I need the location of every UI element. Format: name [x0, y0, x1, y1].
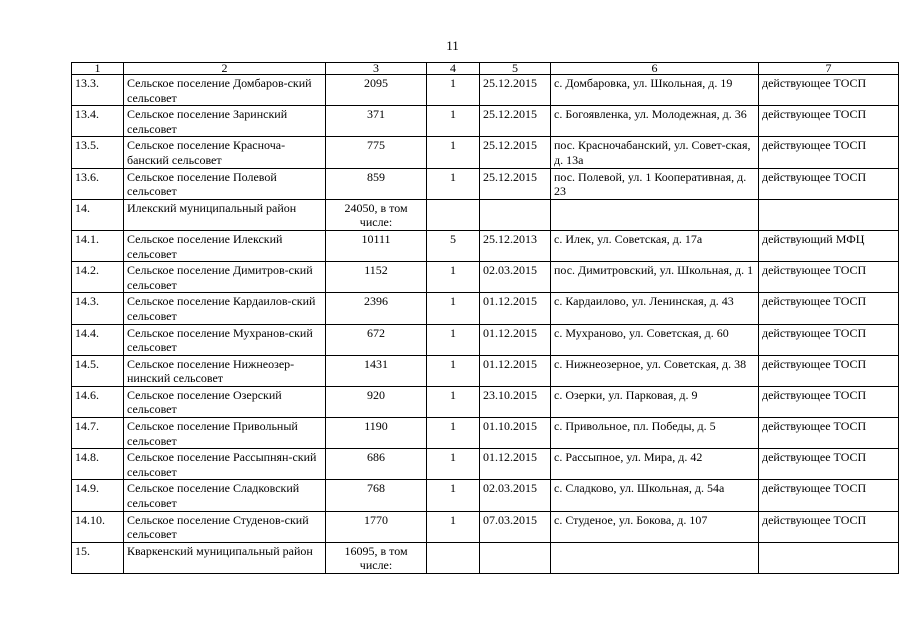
cell-population: 920 [326, 386, 427, 417]
column-header: 3 [326, 63, 427, 75]
cell-date: 07.03.2015 [480, 511, 551, 542]
cell-address: с. Озерки, ул. Парковая, д. 9 [551, 386, 759, 417]
cell-settlement-name: Илекский муниципальный район [124, 199, 326, 230]
cell-number: 14.2. [72, 262, 124, 293]
cell-count: 1 [427, 511, 480, 542]
table-row [72, 449, 899, 480]
cell-date: 25.12.2015 [480, 137, 551, 168]
cell-count: 1 [427, 137, 480, 168]
cell-address: с. Илек, ул. Советская, д. 17а [551, 230, 759, 261]
cell-status: действующий МФЦ [759, 230, 899, 261]
cell-address: пос. Красночабанский, ул. Совет-ская, д. 13а [551, 137, 759, 168]
cell-address: с. Сладково, ул. Школьная, д. 54а [551, 480, 759, 511]
cell-settlement-name: Сельское поселение Кардаилов-ский сельсовет [124, 293, 326, 324]
cell-population: 672 [326, 324, 427, 355]
cell-settlement-name: Сельское поселение Сладковский сельсовет [124, 480, 326, 511]
cell-date: 02.03.2015 [480, 262, 551, 293]
column-header: 2 [124, 63, 326, 75]
cell-count: 1 [427, 168, 480, 199]
cell-date: 25.12.2015 [480, 168, 551, 199]
cell-number: 14.7. [72, 418, 124, 449]
cell-number: 13.5. [72, 137, 124, 168]
table-row [72, 386, 899, 417]
cell-count [427, 542, 480, 573]
cell-count: 1 [427, 418, 480, 449]
table-row [72, 480, 899, 511]
table-body [72, 63, 899, 574]
cell-number: 13.3. [72, 75, 124, 106]
cell-address: с. Студеное, ул. Бокова, д. 107 [551, 511, 759, 542]
cell-number: 14.10. [72, 511, 124, 542]
cell-status: действующее ТОСП [759, 75, 899, 106]
cell-date: 23.10.2015 [480, 386, 551, 417]
cell-population: 371 [326, 106, 427, 137]
cell-date: 01.12.2015 [480, 355, 551, 386]
cell-count: 1 [427, 293, 480, 324]
cell-count: 1 [427, 324, 480, 355]
cell-count: 1 [427, 262, 480, 293]
cell-date: 01.12.2015 [480, 293, 551, 324]
cell-address: с. Нижнеозерное, ул. Советская, д. 38 [551, 355, 759, 386]
cell-address [551, 542, 759, 573]
cell-settlement-name: Сельское поселение Илекский сельсовет [124, 230, 326, 261]
cell-population: 16095, в том числе: [326, 542, 427, 573]
cell-population: 1190 [326, 418, 427, 449]
cell-status: действующее ТОСП [759, 168, 899, 199]
column-header: 6 [551, 63, 759, 75]
table-row [72, 511, 899, 542]
cell-address: с. Богоявленка, ул. Молодежная, д. 36 [551, 106, 759, 137]
cell-date [480, 542, 551, 573]
cell-address: пос. Димитровский, ул. Школьная, д. 1 [551, 262, 759, 293]
cell-population: 768 [326, 480, 427, 511]
cell-population: 775 [326, 137, 427, 168]
cell-number: 13.6. [72, 168, 124, 199]
table-row [72, 293, 899, 324]
cell-settlement-name: Сельское поселение Нижнеозер-нинский сельсовет [124, 355, 326, 386]
cell-count: 1 [427, 386, 480, 417]
column-header: 7 [759, 63, 899, 75]
cell-date: 01.10.2015 [480, 418, 551, 449]
cell-status: действующее ТОСП [759, 324, 899, 355]
cell-count [427, 199, 480, 230]
cell-count: 1 [427, 75, 480, 106]
cell-number: 14.6. [72, 386, 124, 417]
cell-number: 14.9. [72, 480, 124, 511]
cell-number: 13.4. [72, 106, 124, 137]
table-row [72, 75, 899, 106]
cell-count: 1 [427, 449, 480, 480]
cell-settlement-name: Сельское поселение Заринский сельсовет [124, 106, 326, 137]
cell-date: 25.12.2015 [480, 106, 551, 137]
cell-address: с. Кардаилово, ул. Ленинская, д. 43 [551, 293, 759, 324]
cell-settlement-name: Сельское поселение Домбаров-ский сельсовет [124, 75, 326, 106]
cell-settlement-name: Сельское поселение Озерский сельсовет [124, 386, 326, 417]
cell-date: 01.12.2015 [480, 324, 551, 355]
table-row [72, 262, 899, 293]
table-row [72, 230, 899, 261]
column-header: 4 [427, 63, 480, 75]
cell-number: 14.8. [72, 449, 124, 480]
cell-status: действующее ТОСП [759, 449, 899, 480]
cell-status: действующее ТОСП [759, 137, 899, 168]
cell-settlement-name: Сельское поселение Привольный сельсовет [124, 418, 326, 449]
cell-status: действующее ТОСП [759, 480, 899, 511]
cell-status: действующее ТОСП [759, 293, 899, 324]
cell-number: 14.5. [72, 355, 124, 386]
cell-status: действующее ТОСП [759, 386, 899, 417]
cell-number: 14.1. [72, 230, 124, 261]
cell-settlement-name: Кваркенский муниципальный район [124, 542, 326, 573]
cell-population: 859 [326, 168, 427, 199]
cell-count: 1 [427, 355, 480, 386]
cell-population: 2396 [326, 293, 427, 324]
cell-address: пос. Полевой, ул. 1 Кооперативная, д. 23 [551, 168, 759, 199]
table-row [72, 199, 899, 230]
cell-status: действующее ТОСП [759, 355, 899, 386]
cell-status [759, 199, 899, 230]
cell-number: 14. [72, 199, 124, 230]
cell-status [759, 542, 899, 573]
cell-population: 2095 [326, 75, 427, 106]
cell-count: 5 [427, 230, 480, 261]
table-row [72, 106, 899, 137]
table-header-row [72, 63, 899, 75]
cell-date [480, 199, 551, 230]
cell-date: 01.12.2015 [480, 449, 551, 480]
cell-population: 686 [326, 449, 427, 480]
table-row [72, 355, 899, 386]
cell-number: 14.3. [72, 293, 124, 324]
table-row [72, 168, 899, 199]
table-row [72, 324, 899, 355]
cell-status: действующее ТОСП [759, 418, 899, 449]
cell-number: 14.4. [72, 324, 124, 355]
cell-address [551, 199, 759, 230]
cell-number: 15. [72, 542, 124, 573]
table-row [72, 418, 899, 449]
data-table [71, 62, 899, 574]
cell-status: действующее ТОСП [759, 511, 899, 542]
cell-address: с. Мухраново, ул. Советская, д. 60 [551, 324, 759, 355]
cell-population: 24050, в том числе: [326, 199, 427, 230]
cell-date: 25.12.2013 [480, 230, 551, 261]
column-header: 5 [480, 63, 551, 75]
cell-address: с. Рассыпное, ул. Мира, д. 42 [551, 449, 759, 480]
cell-count: 1 [427, 106, 480, 137]
cell-population: 10111 [326, 230, 427, 261]
cell-address: с. Домбаровка, ул. Школьная, д. 19 [551, 75, 759, 106]
cell-date: 25.12.2015 [480, 75, 551, 106]
cell-settlement-name: Сельское поселение Красноча-банский сельсовет [124, 137, 326, 168]
table-row [72, 137, 899, 168]
page-number: 11 [446, 38, 459, 53]
column-header: 1 [72, 63, 124, 75]
cell-count: 1 [427, 480, 480, 511]
cell-status: действующее ТОСП [759, 106, 899, 137]
table-row [72, 542, 899, 573]
cell-population: 1152 [326, 262, 427, 293]
cell-status: действующее ТОСП [759, 262, 899, 293]
cell-settlement-name: Сельское поселение Полевой сельсовет [124, 168, 326, 199]
cell-address: с. Привольное, пл. Победы, д. 5 [551, 418, 759, 449]
cell-settlement-name: Сельское поселение Рассыпнян-ский сельсовет [124, 449, 326, 480]
cell-population: 1431 [326, 355, 427, 386]
cell-date: 02.03.2015 [480, 480, 551, 511]
cell-population: 1770 [326, 511, 427, 542]
cell-settlement-name: Сельское поселение Мухранов-ский сельсовет [124, 324, 326, 355]
cell-settlement-name: Сельское поселение Димитров-ский сельсовет [124, 262, 326, 293]
cell-settlement-name: Сельское поселение Студенов-ский сельсовет [124, 511, 326, 542]
